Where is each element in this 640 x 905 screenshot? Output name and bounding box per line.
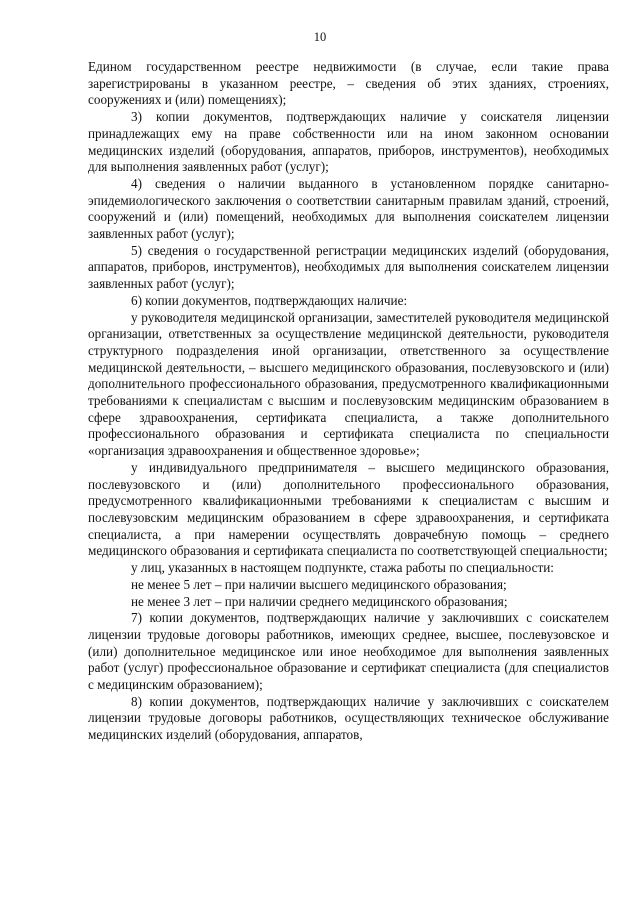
paragraph-item-6-secondary: не менее 3 лет – при наличии среднего медицинского образования; xyxy=(131,593,508,609)
paragraph-item-3: 3) копии документов, подтверждающих наличие у соискателя лицензии принадлежащих ему на праве собственности или на ином законном основании медицинских изделий (оборудования, аппаратов, приборов, инструментов), необходимых для выполнения заявленных работ (услуг); xyxy=(88,109,609,175)
document-body xyxy=(88,59,609,744)
paragraph-item-6-experience: у лиц, указанных в настоящем подпункте, стажа работы по специальности: xyxy=(131,560,554,576)
paragraph-item-6: 6) копии документов, подтверждающих наличие: xyxy=(131,292,408,308)
paragraph-item-6-higher: не менее 5 лет – при наличии высшего медицинского образования; xyxy=(131,576,507,592)
paragraph-item-8: 8) копии документов, подтверждающих наличие у заключивших с соискателем лицензии трудовые договоры работников, осуществляющих техническое обслуживание медицинских изделий (оборудования, аппаратов, xyxy=(88,693,609,743)
paragraph-item-6-head: у руководителя медицинской организации, заместителей руководителя медицинской организации, ответственных за осуществление медицинской деятельности, руководителя структурного подразделения иной организации, ответственного за осуществление медицинской деятельности, – высшего медицинского образования, послевузовского и (или) дополнительного профессионального образования, предусмотренного квалификационными требованиями к специалистам с высшим и послевузовским медицинским образованием в сфере здравоохранения, сертификата специалиста, а также дополнительного профессионального образования и сертификата специалиста по специальности «организация здравоохранения и общественное здоровье»; xyxy=(88,309,609,459)
paragraph-item-6-entrepreneur: у индивидуального предпринимателя – высшего медицинского образования, послевузовского и (или) дополнительного профессионального образования, предусмотренного квалификационными требованиями к специалистам с высшим и послевузовским медицинским образованием в сфере здравоохранения, и сертификата специалиста, а при намерении осуществлять доврачебную помощь – среднего медицинского образования и сертификата специалиста по соответствующей специальности; xyxy=(88,459,609,559)
paragraph-item-5: 5) сведения о государственной регистрации медицинских изделий (оборудования, аппаратов, приборов, инструментов), необходимых для выполнения соискателем лицензии заявленных работ (услуг); xyxy=(88,242,609,292)
paragraph-item-7: 7) копии документов, подтверждающих наличие у заключивших с соискателем лицензии трудовые договоры работников, имеющих среднее, высшее, послевузовское и (или) дополнительное медицинское или иное необходимое для выполнения заявленных работ (услуг) профессиональное образование и сертификат специалиста (для специалистов с медицинским образованием); xyxy=(88,610,609,693)
page-number: 10 xyxy=(313,30,327,44)
paragraph-continuation: Едином государственном реестре недвижимости (в случае, если такие права зарегистрированы в указанном реестре, – сведения об этих зданиях, строениях, сооружениях и (или) помещениях); xyxy=(88,59,609,108)
paragraph-item-4: 4) сведения о наличии выданного в установленном порядке санитарно-эпидемиологического заключения о соответствии санитарным правилам зданий, строений, сооружений и (или) помещений, необходимых для выполнения соискателем лицензии заявленных работ (услуг); xyxy=(88,175,609,242)
